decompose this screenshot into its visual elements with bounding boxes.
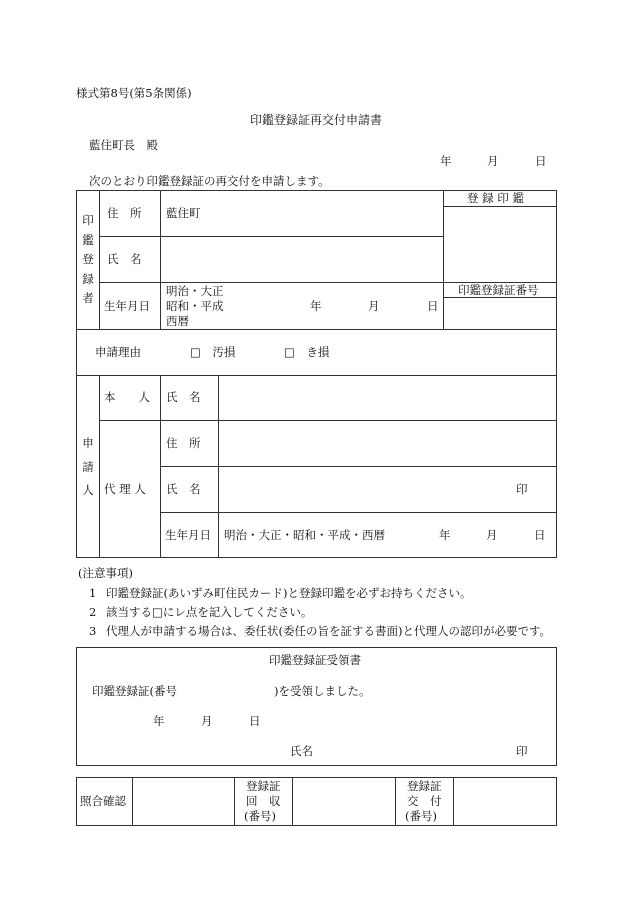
proxy-dob-label: 生年月日 [165,528,211,542]
issue-line-2: 交 付 [407,794,442,808]
intro-text: 次のとおり印鑑登録証の再交付を申請します。 [89,174,330,188]
addressee: 藍住町長 殿 [89,138,158,152]
receipt-nen: 年 [153,714,165,728]
proxy-name-label: 氏 名 [166,482,201,496]
form-title: 印鑑登録証再交付申請書 [250,113,383,127]
receipt-tsuki: 月 [201,714,213,728]
registrant-dob-nen: 年 [310,299,322,313]
receipt-line-end: )を受領しました。 [274,684,371,698]
proxy-dob-eras: 明治・大正・昭和・平成・西暦 [224,528,385,542]
date-hi: 日 [535,154,547,168]
proxy-dob-hi: 日 [534,528,546,542]
note-3-num: 3 [89,624,97,638]
date-nen: 年 [440,154,452,168]
check-label: 照合確認 [80,794,126,808]
date-tsuki: 月 [487,154,499,168]
collect-line-2: 回 収 [246,794,281,808]
note-2-num: 2 [89,605,97,619]
seal-header: 登 録 印 鑑 [467,191,524,205]
receipt-hi: 日 [249,714,261,728]
registrant-name-label: 氏 名 [107,252,142,266]
issue-line-3: (番号) [405,809,437,823]
note-3-text: 代理人が申請する場合は、委任状(委任の旨を証する書面)と代理人の認印が必要です。 [106,624,552,638]
note-1-text: 印鑑登録証(あいずみ町住民カード)と登録印鑑を必ずお持ちください。 [106,586,472,600]
registrant-dob-hi: 日 [427,299,439,313]
collect-line-1: 登録証 [246,779,281,793]
main-table [76,190,557,558]
collect-line-3: (番号) [244,809,276,823]
receipt-title: 印鑑登録証受領書 [269,653,361,667]
registrant-address-label: 住 所 [107,206,142,220]
proxy-label: 代 理 人 [104,482,146,496]
note-2-text: 該当する□にレ点を記入してください。 [106,605,313,619]
proxy-dob-tsuki: 月 [486,528,498,542]
registrant-address-value[interactable]: 藍住町 [166,206,201,220]
era-line1: 明治・大正 [166,284,224,298]
reason-label: 申請理由 [95,345,141,359]
form-number: 様式第8号(第5条関係) [76,86,192,100]
registrant-dob-tsuki: 月 [368,299,380,313]
reason-option-soiled[interactable]: □ 汚損 [190,345,236,359]
cert-number-header: 印鑑登録証番号 [458,283,539,297]
proxy-dob-nen: 年 [439,528,451,542]
proxy-address-label: 住 所 [166,436,201,450]
receipt-name-label: 氏名 [290,744,313,758]
notes-header: (注意事項) [78,566,133,580]
registrant-label: 印 鑑 登 録 者 [82,213,94,305]
issue-line-1: 登録証 [407,779,442,793]
era-line3: 西暦 [166,314,189,328]
note-1-num: 1 [89,586,97,600]
registrant-dob-label: 生年月日 [104,299,150,313]
proxy-seal-mark: 印 [516,482,528,496]
receipt-line-start: 印鑑登録証(番号 [92,684,177,698]
office-table [76,777,557,826]
applicant-label: 申 請 人 [82,436,94,497]
self-label: 本 人 [104,390,150,404]
era-line2: 昭和・平成 [166,299,224,313]
receipt-seal-mark: 印 [516,744,528,758]
reason-option-damaged[interactable]: □ き損 [284,345,330,359]
self-name-label: 氏 名 [166,390,201,404]
